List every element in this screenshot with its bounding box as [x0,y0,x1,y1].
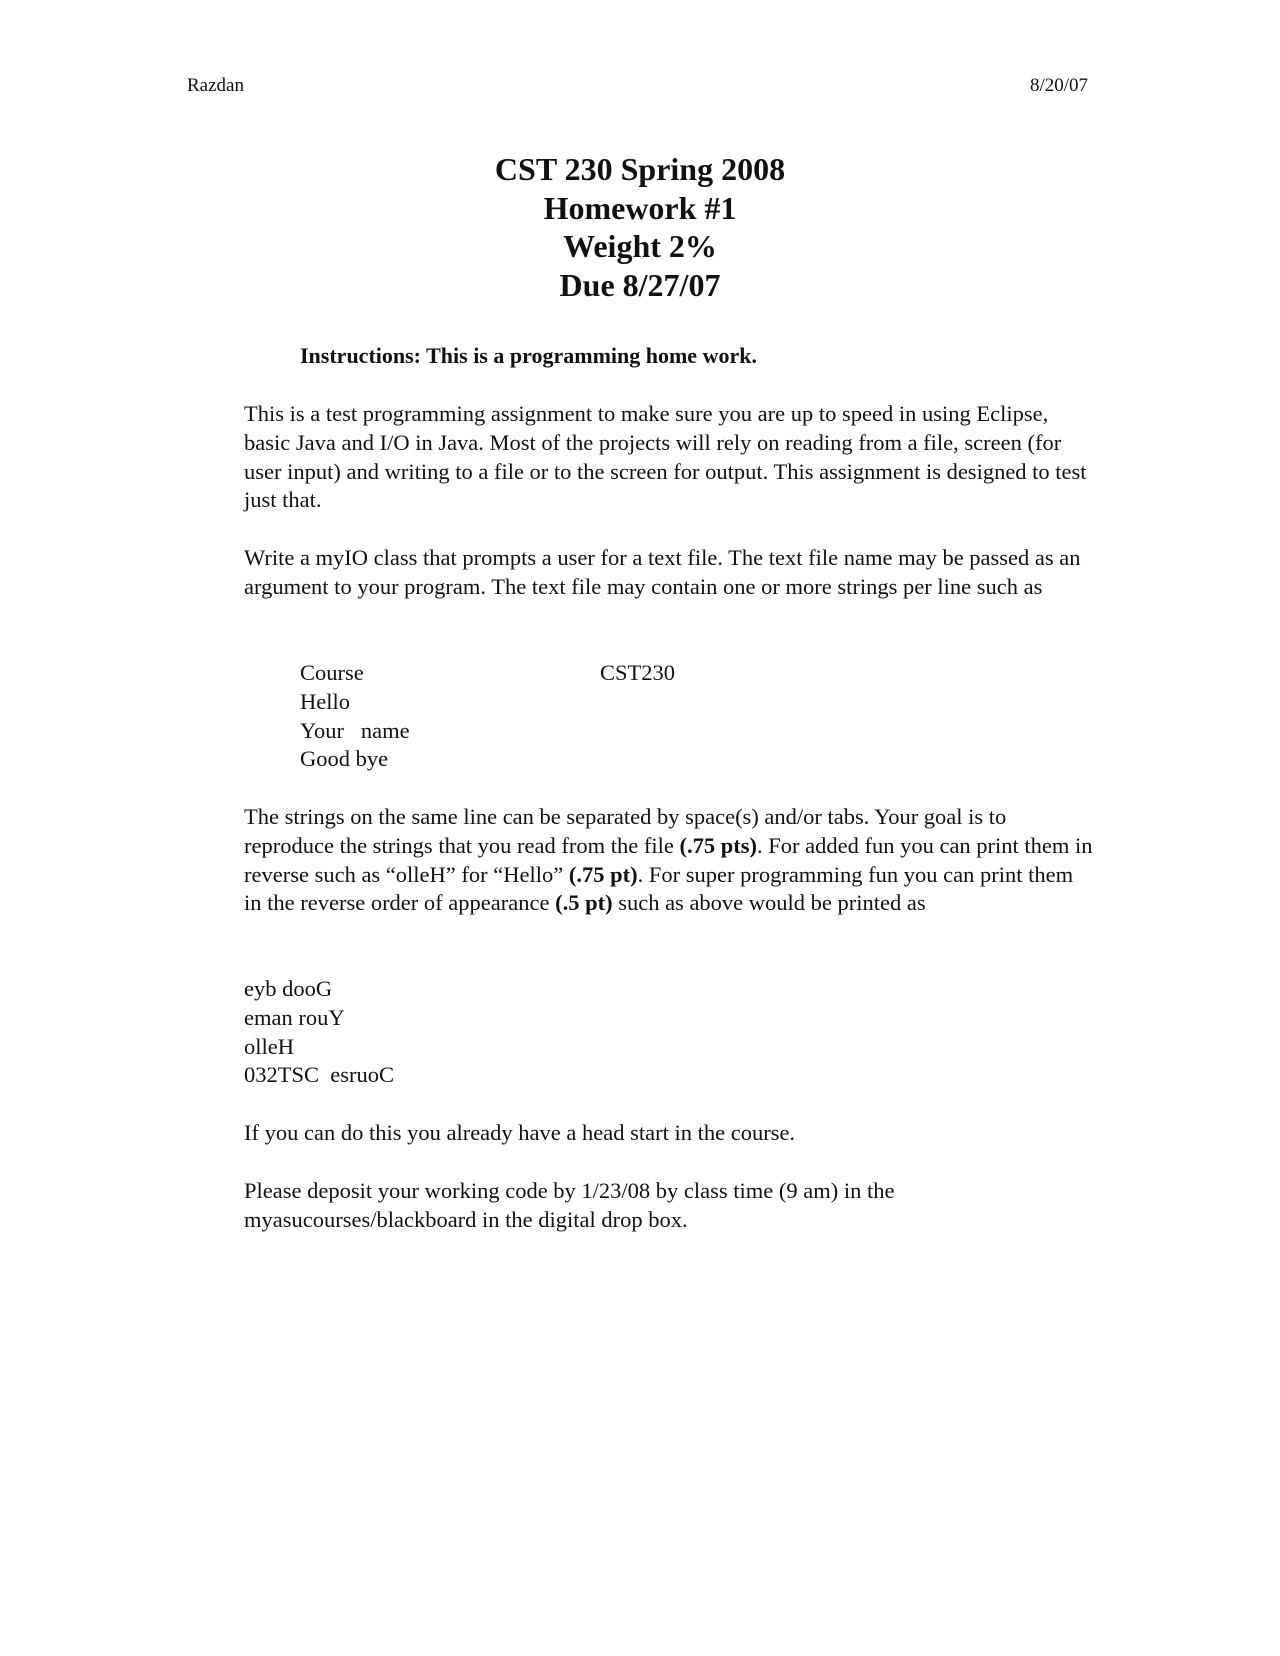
grading-text: such as above would be printed as [612,890,926,916]
example-line [300,659,675,688]
points-reproduce: (.75 pts) [679,832,757,858]
instructions-heading: Instructions: This is a programming home work. [300,343,757,368]
paragraph-head-start: If you can do this you already have a head start in the course. [244,1120,796,1145]
title-weight: Weight 2% [563,228,717,264]
reversed-line: olleH [244,1033,294,1059]
grading-text: . For added fun you can print them in reverse such as “olleH” for “Hello” [244,832,1093,887]
paragraph-submission: Please deposit your working code by 1/23/08 by class time (9 am) in the myasucourses/blackboard in the digital drop box. [244,1178,895,1232]
reversed-line: 032TSC esruoC [244,1062,395,1088]
example-word: Course [300,660,364,685]
points-reverse: (.75 pt) [568,861,638,887]
example-word: CST230 [600,660,676,685]
grading-text: . For super programming fun you can print them in the reverse order of appearance [244,861,1074,916]
header-date: 8/20/07 [1029,75,1088,96]
title-homework: Homework #1 [543,189,737,226]
title-course: CST 230 Spring 2008 [494,151,786,187]
reversed-output-list [244,975,394,1090]
example-word: Hello [300,688,350,714]
example-line [300,745,675,774]
document-title [0,150,1280,304]
header-author: Razdan [187,75,244,96]
paragraph-task: Write a myIO class that prompts a user for a text file. The text file name may be passed as an argument to your program. The text file may contain one or more strings per line such as [244,545,1081,599]
title-due-date: Due 8/27/07 [559,266,721,303]
example-word: Your name [300,717,410,743]
reversed-line: eyb dooG [244,976,333,1001]
example-word: Good bye [300,746,389,772]
paragraph-intro: This is a test programming assignment to make sure you are up to speed in using Eclipse, basic Java and I/O in Java. Most of the projects will rely on reading from a file, screen (for user input) and writing to a file or to the screen for output. This assignment is designed to test just that. [244,401,1087,513]
example-input-list [300,659,675,774]
example-line [300,717,675,746]
points-reverse-order: (.5 pt) [555,890,613,916]
paragraph-grading [244,803,1094,918]
grading-text: The strings on the same line can be separated by space(s) and/or tabs. Your goal is to reproduce the strings that you read from the file [244,804,1007,858]
reversed-line: eman rouY [244,1004,345,1030]
example-line [300,688,675,717]
